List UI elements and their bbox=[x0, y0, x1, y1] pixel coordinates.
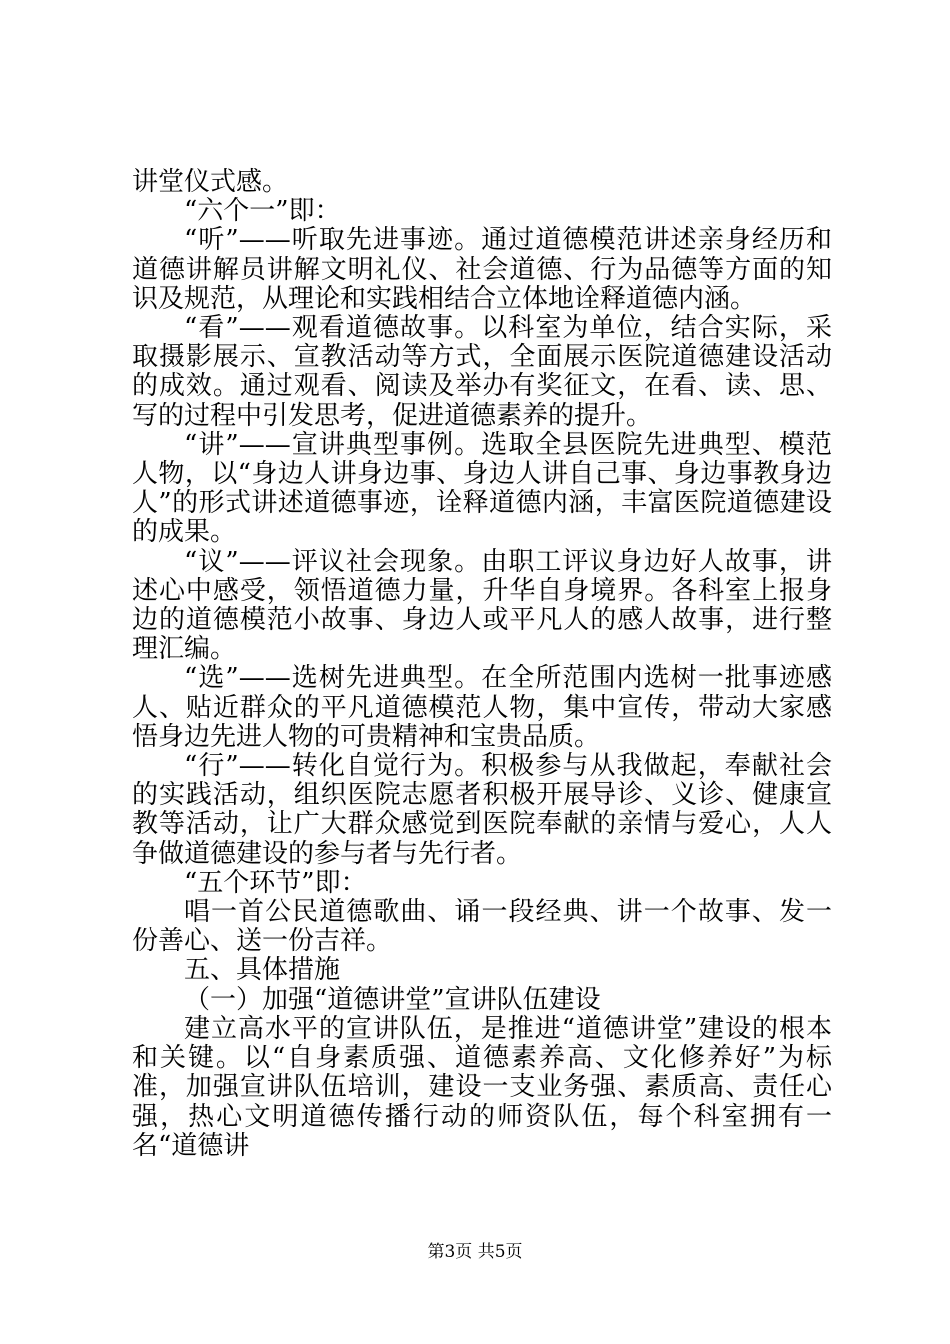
paragraph-7: “行”——转化自觉行为。积极参与从我做起，奉献社会的实践活动，组织医院志愿者积极开展导诊、义诊、健康宣教等活动，让广大群众感觉到医院奉献的亲情与爱心，人人争做道德建设的参与者与先行者。 bbox=[132, 751, 832, 869]
paragraph-0: 讲堂仪式感。 bbox=[132, 167, 289, 197]
document-body bbox=[132, 168, 832, 1161]
paragraph-1: “六个一”即： bbox=[184, 196, 341, 227]
paragraph-2: “听”——听取先进事迹。通过道德模范讲述亲身经历和道德讲解员讲解文明礼仪、社会道德、行为品德等方面的知识及规范，从理论和实践相结合立体地诠释道德内涵。 bbox=[132, 225, 832, 314]
paragraph-4: “讲”——宣讲典型事例。选取全县医院先进典型、模范人物，以“身边人讲身边事、身边人讲自己事、身边事教身边人”的形式讲述道德事迹，诠释道德内涵，丰富医院道德建设的成果。 bbox=[132, 429, 832, 548]
section-heading: 五、具体措施 bbox=[184, 955, 341, 986]
page-footer: 第3页 共5页 bbox=[427, 1242, 523, 1262]
paragraph-12: 建立高水平的宣讲队伍，是推进“道德讲堂”建设的根本和关键。以“自身素质强、道德素养高、文化修养好”为标准，加强宣讲队伍培训，建设一支业务强、素质高、责任心强，热心文明道德传播行动的师资队伍，每个科室拥有一名“道德讲 bbox=[132, 1013, 832, 1161]
paragraph-6: “选”——选树先进典型。在全所范围内选树一批事迹感人、贴近群众的平凡道德模范人物，集中宣传，带动大家感悟身边先进人物的可贵精神和宝贵品质。 bbox=[132, 663, 832, 752]
paragraph-3: “看”——观看道德故事。以科室为单位，结合实际，采取摄影展示、宣教活动等方式，全面展示医院道德建设活动的成效。通过观看、阅读及举办有奖征文，在看、读、思、写的过程中引发思考，促进道德素养的提升。 bbox=[132, 313, 832, 431]
paragraph-9: 唱一首公民道德歌曲、诵一段经典、讲一个故事、发一份善心、送一份吉祥。 bbox=[132, 897, 832, 957]
subsection-heading: （一）加强“道德讲堂”宣讲队伍建设 bbox=[184, 984, 601, 1015]
paragraph-5: “议”——评议社会现象。由职工评议身边好人故事，讲述心中感受，领悟道德力量，升华自身境界。各科室上报身边的道德模范小故事、身边人或平凡人的感人故事，进行整理汇编。 bbox=[132, 546, 832, 665]
paragraph-8: “五个环节”即： bbox=[184, 867, 367, 898]
